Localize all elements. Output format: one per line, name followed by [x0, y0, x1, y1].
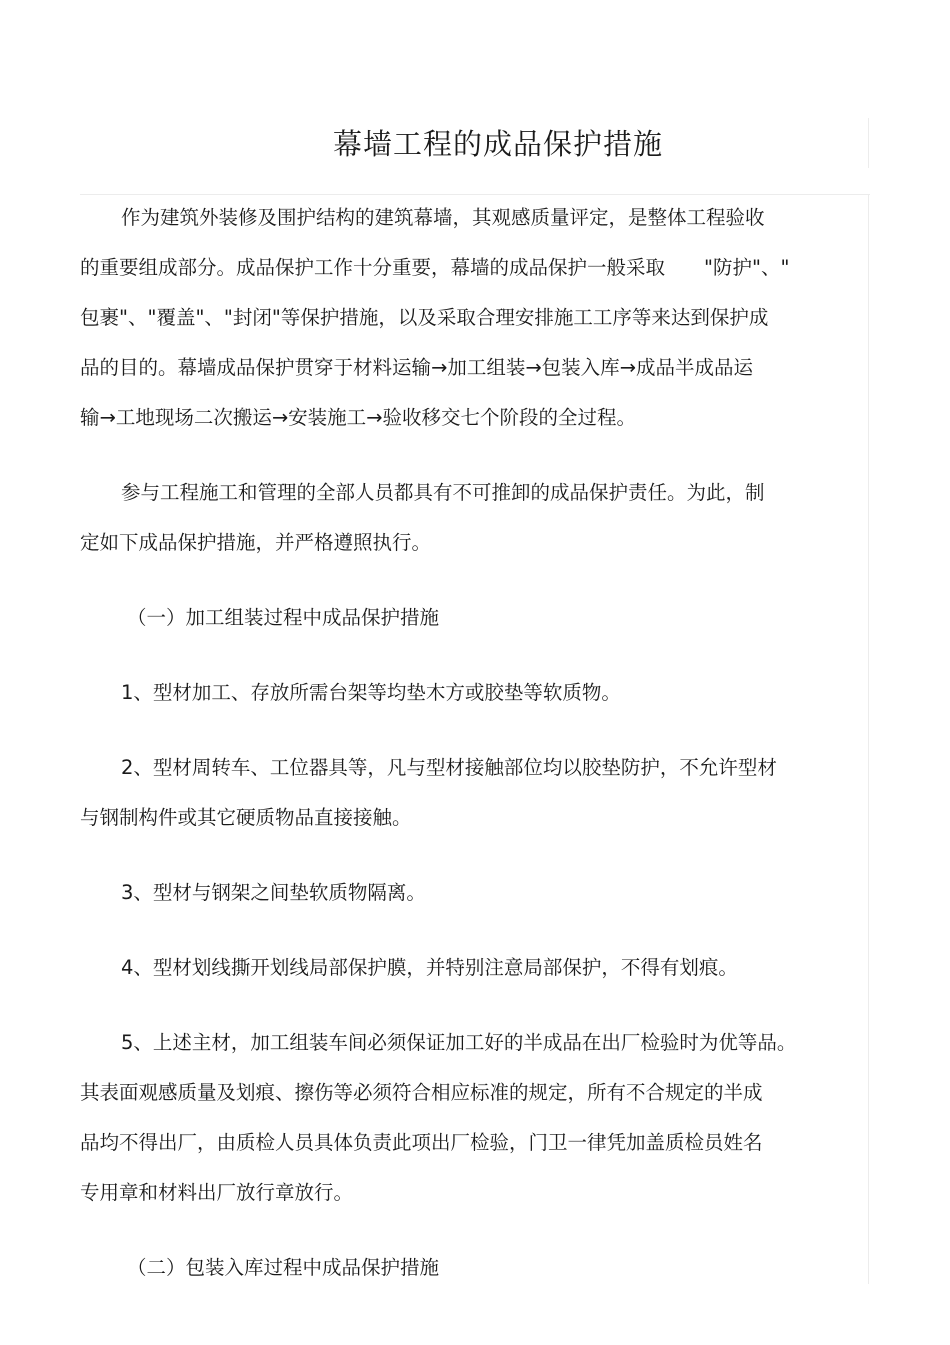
section-heading-text: （一）加工组装过程中成品保护措施 [127, 606, 440, 629]
document-body [80, 198, 870, 1298]
list-item-5 [80, 1023, 870, 1223]
text-line: 品的目的。幕墙成品保护贯穿于材料运输→加工组装→包装入库→成品半成品运 [80, 356, 754, 379]
text-line: 4、型材划线撕开划线局部保护膜，并特别注意局部保护，不得有划痕。 [121, 956, 738, 979]
text-line: 包裹"、"覆盖"、"封闭"等保护措施，以及采取合理安排施工工序等来达到保护成 [80, 306, 769, 329]
paragraph-intro [80, 198, 870, 448]
text-line: 1、型材加工、存放所需台架等均垫木方或胶垫等软质物。 [121, 681, 621, 704]
section-heading-1 [80, 598, 870, 648]
text-line: 2、型材周转车、工位器具等，凡与型材接触部位均以胶垫防护，不允许型材 [121, 756, 777, 779]
header-divider [80, 194, 870, 195]
section-heading-text: （二）包装入库过程中成品保护措施 [127, 1256, 440, 1279]
list-item-2 [80, 748, 870, 848]
text-line: 输→工地现场二次搬运→安装施工→验收移交七个阶段的全过程。 [80, 406, 637, 429]
text-line: 参与工程施工和管理的全部人员都具有不可推卸的成品保护责任。为此，制 [121, 481, 765, 504]
text-line: 作为建筑外装修及围护结构的建筑幕墙，其观感质量评定，是整体工程验收 [121, 206, 765, 229]
text-line: 专用章和材料出厂放行章放行。 [80, 1181, 354, 1204]
paragraph-responsibility [80, 473, 870, 573]
list-item-1 [80, 673, 870, 723]
text-line: 3、型材与钢架之间垫软质物隔离。 [121, 881, 426, 904]
text-line: 其表面观感质量及划痕、擦伤等必须符合相应标准的规定，所有不合规定的半成 [80, 1081, 763, 1104]
document-title: 幕墙工程的成品保护措施 [332, 127, 663, 161]
section-heading-2 [80, 1248, 870, 1298]
text-line: 与钢制构件或其它硬质物品直接接触。 [80, 806, 412, 829]
text-line: 定如下成品保护措施，并严格遵照执行。 [80, 531, 432, 554]
list-item-4 [80, 948, 870, 998]
text-line: 的重要组成部分。成品保护工作十分重要，幕墙的成品保护一般采取 "防护"、" [80, 256, 790, 279]
list-item-3 [80, 873, 870, 923]
text-line: 5、上述主材，加工组装车间必须保证加工好的半成品在出厂检验时为优等品。 [121, 1031, 797, 1054]
text-line: 品均不得出厂，由质检人员具体负责此项出厂检验，门卫一律凭加盖质检员姓名 [80, 1131, 763, 1154]
